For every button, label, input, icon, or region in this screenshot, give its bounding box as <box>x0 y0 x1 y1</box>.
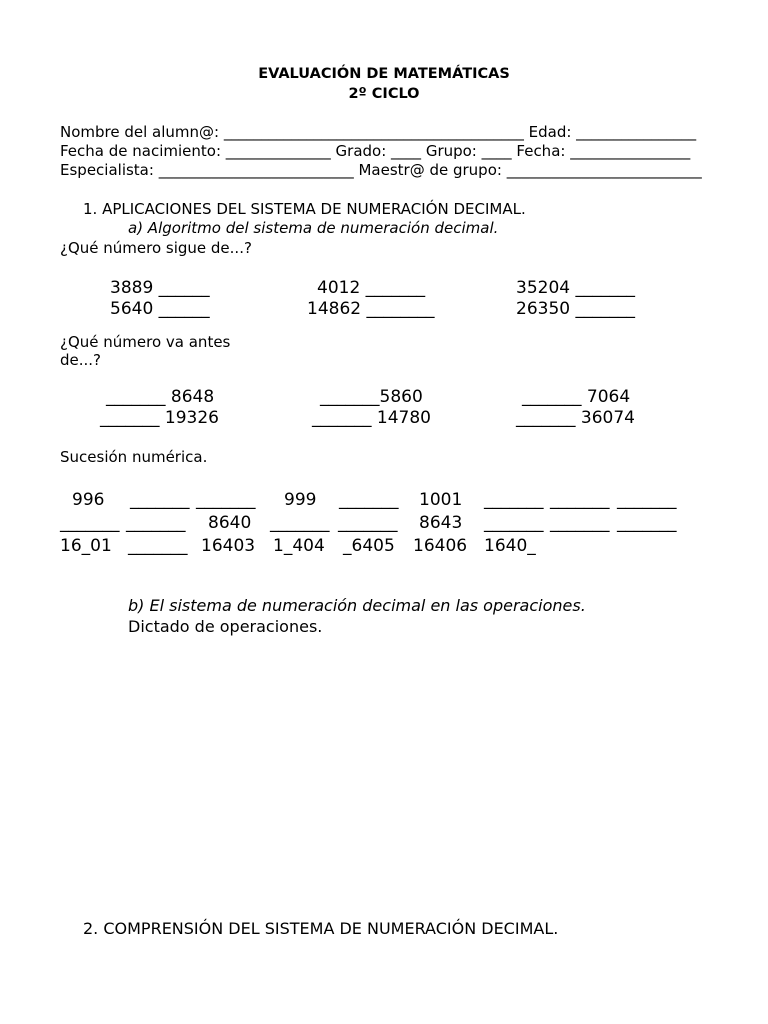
sequence-cell: _6405 <box>343 536 395 556</box>
next-item: 14862 ________ <box>307 299 435 319</box>
subsection-a-heading: a) Algoritmo del sistema de numeración decimal. <box>128 219 499 237</box>
next-item: 5640 ______ <box>110 299 210 319</box>
sequence-label: Sucesión numérica. <box>60 448 208 466</box>
section2-heading: 2. COMPRENSIÓN DEL SISTEMA DE NUMERACIÓN DECIMAL. <box>83 919 559 938</box>
sequence-cell: 16_01 <box>60 536 112 556</box>
sequence-cell: _______ <box>60 513 120 533</box>
sequence-cell: _______ <box>130 490 190 510</box>
sequence-cell: _______ <box>270 513 330 533</box>
sequence-cell: _______ <box>617 490 677 510</box>
next-item: 35204 _______ <box>516 278 635 298</box>
sequence-cell: _______ <box>484 490 544 510</box>
sequence-cell: 16406 <box>413 536 468 556</box>
sequence-cell: 1640_ <box>484 536 536 556</box>
sequence-cell: _______ <box>339 490 399 510</box>
sequence-cell: 1_404 <box>273 536 325 556</box>
next-item: 26350 _______ <box>516 299 635 319</box>
question-before-number: ¿Qué número va antes <box>60 333 231 351</box>
before-item: _______ 7064 <box>522 387 631 407</box>
next-item: 3889 ______ <box>110 278 210 298</box>
before-item: _______ 36074 <box>516 408 635 428</box>
sequence-cell: 8643 <box>419 513 463 533</box>
sequence-cell: _______ <box>338 513 398 533</box>
page-title: EVALUACIÓN DE MATEMÁTICAS <box>258 66 510 82</box>
next-item: 4012 _______ <box>317 278 426 298</box>
dictation-label: Dictado de operaciones. <box>128 617 323 636</box>
before-item: _______ 14780 <box>312 408 431 428</box>
sequence-cell: 16403 <box>201 536 256 556</box>
sequence-cell: 999 <box>284 490 317 510</box>
before-item: _______ 8648 <box>106 387 215 407</box>
page-subtitle: 2º CICLO <box>348 86 420 102</box>
sequence-cell: 996 <box>72 490 105 510</box>
student-name-line: Nombre del alumn@: ________________________________________ Edad: ________________ <box>60 123 697 141</box>
sequence-cell: _______ <box>550 513 610 533</box>
sequence-cell: 1001 <box>419 490 463 510</box>
sequence-cell: 8640 <box>208 513 252 533</box>
question-before-number-cont: de...? <box>60 351 102 369</box>
before-item: _______5860 <box>320 387 423 407</box>
specialist-line: Especialista: __________________________ Maestr@ de grupo: __________________________ <box>60 161 702 179</box>
subsection-b-heading: b) El sistema de numeración decimal en las operaciones. <box>128 596 586 615</box>
section1-heading: 1. APLICACIONES DEL SISTEMA DE NUMERACIÓN DECIMAL. <box>83 200 526 218</box>
birthdate-line: Fecha de nacimiento: ______________ Grado: ____ Grupo: ____ Fecha: ________________ <box>60 142 691 160</box>
before-item: _______ 19326 <box>100 408 219 428</box>
sequence-cell: _______ <box>484 513 544 533</box>
sequence-cell: _______ <box>617 513 677 533</box>
sequence-cell: _______ <box>550 490 610 510</box>
sequence-cell: _______ <box>126 513 186 533</box>
question-next-number: ¿Qué número sigue de...? <box>60 239 252 257</box>
sequence-cell: _______ <box>128 536 188 556</box>
sequence-cell: _______ <box>196 490 256 510</box>
